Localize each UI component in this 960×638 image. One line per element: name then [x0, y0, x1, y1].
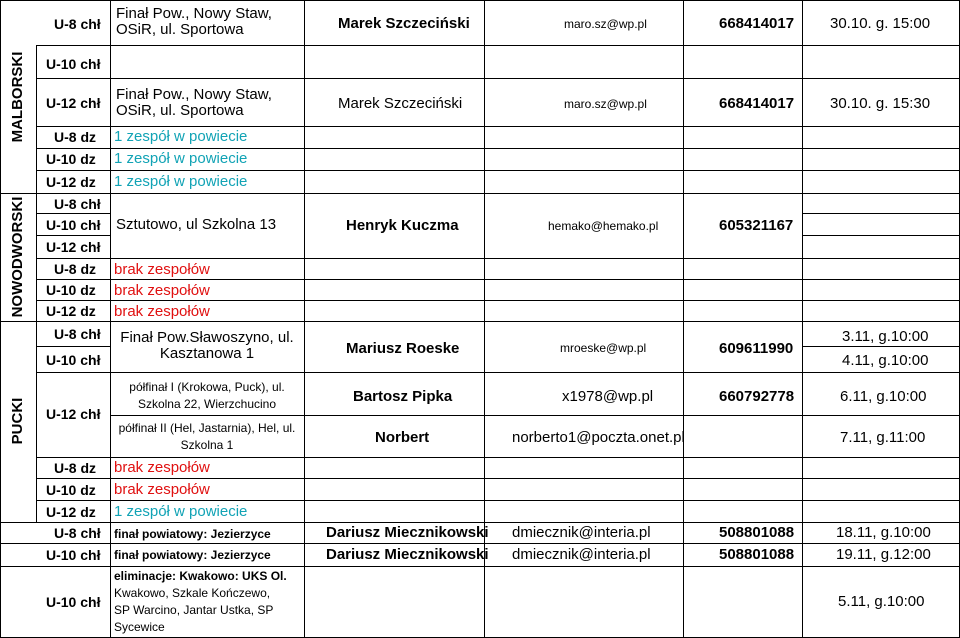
- organizer-name: Marek Szczeciński: [338, 15, 470, 32]
- grid-line: [36, 346, 110, 347]
- age-category: U-8 dz: [54, 129, 96, 145]
- district-label: MALBORSKI: [9, 51, 26, 143]
- organizer-name: Bartosz Pipka: [353, 388, 453, 405]
- event-date: 4.11, g.10:00: [842, 352, 929, 369]
- age-category: U-8 dz: [54, 261, 96, 277]
- email-link[interactable]: maro.sz@wp.pl: [564, 97, 647, 111]
- grid-line: [802, 213, 960, 214]
- age-category: U-12 dz: [46, 303, 96, 319]
- venue: Finał Pow., Nowy Staw, OSiR, ul. Sportowa: [116, 5, 272, 38]
- phone-number: 605321167: [719, 217, 794, 234]
- venue-note: 1 zespół w powiecie: [114, 503, 248, 520]
- venue: półfinał II (Hel, Jastarnia), Hel, ul. Szkolna 1: [118, 421, 296, 452]
- venue-note: brak zespołów: [114, 481, 210, 498]
- district-label: PUCKI: [9, 397, 26, 445]
- event-date: 19.11, g.12:00: [836, 546, 931, 563]
- grid-line: [0, 321, 960, 322]
- age-category: U-8 chł: [54, 196, 101, 212]
- event-date: 3.11, g.10:00: [842, 328, 929, 345]
- phone-number: 668414017: [719, 15, 795, 32]
- email-link[interactable]: mroeske@wp.pl: [560, 341, 647, 355]
- age-category: U-12 dz: [46, 504, 96, 520]
- grid-line: [0, 193, 960, 194]
- age-category: U-12 dz: [46, 174, 96, 190]
- grid-line: [0, 543, 960, 544]
- email-link[interactable]: maro.sz@wp.pl: [564, 17, 647, 31]
- organizer-name: Marek Szczeciński: [338, 95, 463, 112]
- age-category: U-10 chł: [46, 594, 101, 610]
- phone-number: 660792778: [719, 388, 795, 405]
- organizer-name: Dariusz Miecznikowski: [326, 524, 489, 541]
- grid-line: [36, 258, 960, 259]
- venue-note: brak zespołów: [114, 282, 210, 299]
- organizer-name: Mariusz Roeske: [346, 340, 460, 357]
- age-category: U-10 chł: [46, 56, 101, 72]
- event-date: 30.10. g. 15:30: [830, 95, 931, 112]
- grid-line: [36, 500, 960, 501]
- event-date: 5.11, g.10:00: [838, 593, 925, 610]
- email-link[interactable]: x1978@wp.pl: [562, 388, 654, 405]
- age-category: U-12 chł: [46, 239, 101, 255]
- phone-number: 609611990: [719, 340, 794, 357]
- grid-line: [36, 170, 960, 171]
- age-category: U-8 dz: [54, 460, 96, 476]
- grid-line: [110, 415, 960, 416]
- grid-line: [36, 45, 960, 46]
- district-label: NOWODWORSKI: [9, 196, 26, 318]
- grid-line: [36, 300, 960, 301]
- age-category: U-10 dz: [46, 151, 96, 167]
- age-category: U-8 chł: [54, 525, 101, 541]
- event-date: 6.11, g.10:00: [840, 388, 927, 405]
- venue: Sztutowo, ul Szkolna 13: [116, 216, 277, 233]
- age-category: U-12 chł: [46, 95, 101, 111]
- grid-line: [0, 566, 960, 567]
- venue: Finał Pow.Sławoszyno, ul. Kasztanowa 1: [120, 329, 294, 362]
- grid-line: [802, 346, 960, 347]
- venue: finał powiatowy: Jezierzyce: [114, 548, 271, 562]
- phone-number: 668414017: [719, 95, 795, 112]
- grid-line: [802, 235, 960, 236]
- grid-line: [36, 148, 960, 149]
- venue-note: 1 zespół w powiecie: [114, 150, 248, 167]
- age-category: U-10 dz: [46, 282, 96, 298]
- grid-line: [36, 45, 37, 522]
- email-link[interactable]: dmiecznik@interia.pl: [512, 524, 651, 541]
- venue-note: 1 zespół w powiecie: [114, 128, 248, 145]
- age-category: U-10 dz: [46, 482, 96, 498]
- age-category: U-8 chł: [54, 16, 101, 32]
- grid-line: [36, 235, 110, 236]
- age-category: U-10 chł: [46, 547, 101, 563]
- age-category: U-12 chł: [46, 406, 101, 422]
- organizer-name: Dariusz Miecznikowski: [326, 546, 489, 563]
- event-date: 18.11, g.10:00: [836, 524, 931, 541]
- venue-note: brak zespołów: [114, 303, 210, 320]
- event-date: 30.10. g. 15:00: [830, 15, 931, 32]
- venue-note: brak zespołów: [114, 459, 210, 476]
- grid-line: [36, 213, 110, 214]
- organizer-name: Norbert: [375, 429, 430, 446]
- grid-line: [36, 457, 960, 458]
- grid-line: [0, 0, 960, 1]
- grid-line: [36, 279, 960, 280]
- email-link[interactable]: hemako@hemako.pl: [548, 219, 659, 233]
- venue-note: 1 zespół w powiecie: [114, 173, 248, 190]
- venue-note: brak zespołów: [114, 261, 210, 278]
- age-category: U-10 chł: [46, 217, 101, 233]
- venue: finał powiatowy: Jezierzyce: [114, 527, 271, 541]
- grid-line: [36, 478, 960, 479]
- age-category: U-10 chł: [46, 352, 101, 368]
- age-category: U-8 chł: [54, 326, 101, 342]
- venue: półfinał I (Krokowa, Puck), ul. Szkolna 22, Wierzchucino: [129, 380, 285, 411]
- phone-number: 508801088: [719, 546, 795, 563]
- event-date: 7.11, g.11:00: [840, 429, 926, 446]
- venue: Finał Pow., Nowy Staw, OSiR, ul. Sportowa: [116, 86, 272, 119]
- email-link[interactable]: dmiecznik@interia.pl: [512, 546, 651, 563]
- grid-line: [36, 126, 960, 127]
- phone-number: 508801088: [719, 524, 795, 541]
- grid-line: [0, 522, 960, 523]
- organizer-name: Henryk Kuczma: [346, 217, 459, 234]
- venue: eliminacje: Kwakowo: UKS Ol. Kwakowo, Szkale Kończewo, SP Warcino, Jantar Ustka, SP Sycewice: [114, 569, 287, 634]
- email-link[interactable]: norberto1@poczta.onet.pl: [512, 429, 685, 446]
- grid-line: [36, 372, 960, 373]
- grid-line: [36, 78, 960, 79]
